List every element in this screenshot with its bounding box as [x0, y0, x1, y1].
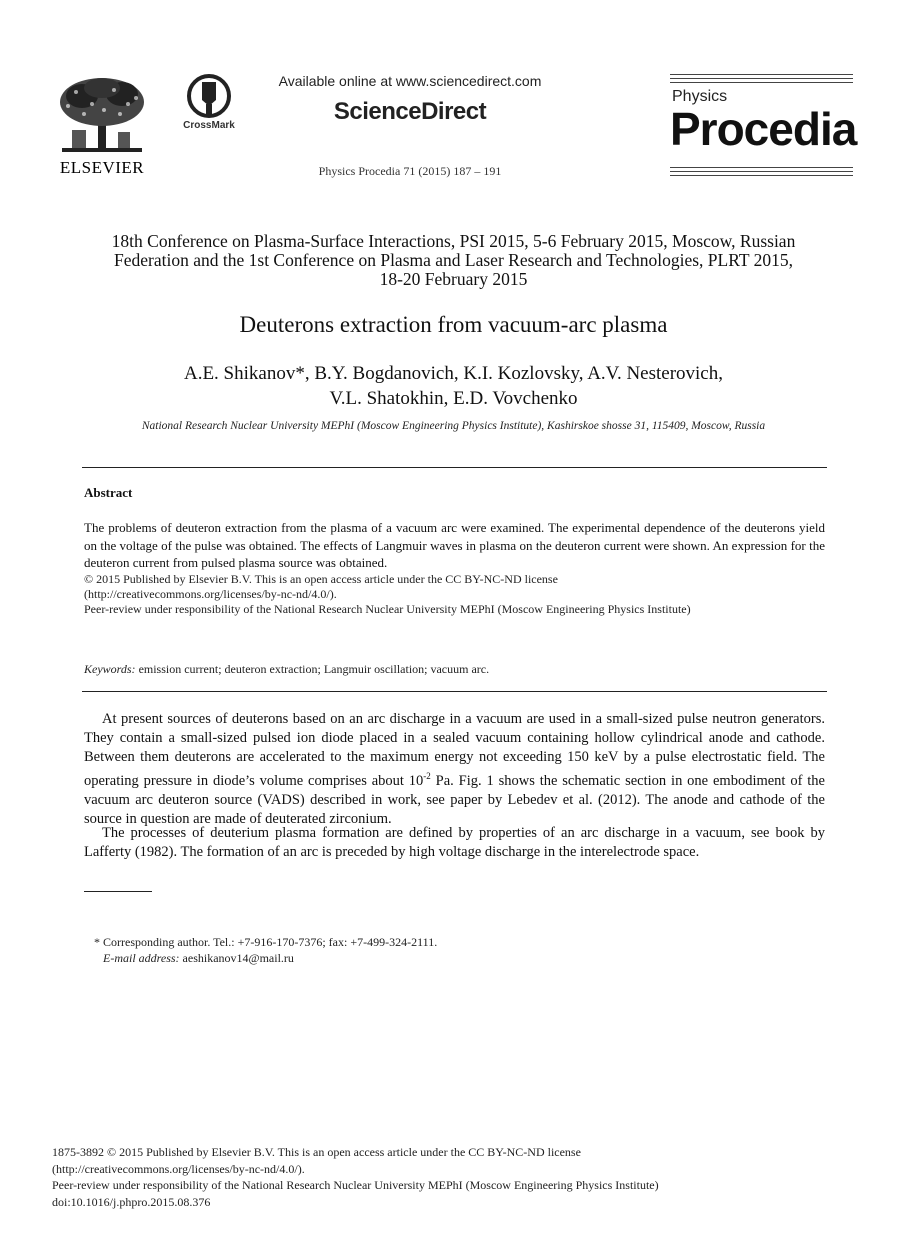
conference-info	[60, 232, 847, 289]
footer-doi[interactable]: doi:10.1016/j.phpro.2015.08.376	[52, 1194, 211, 1209]
abstract-text: The problems of deuteron extraction from the plasma of a vacuum arc were examined. The experimental dependence of the deuterons yield on the voltage of the pulse was obtained. The effects of Langmuir waves in plasma on the deuteron current were shown. An expression for the deuteron current from pulsed plasma source was obtained.	[84, 520, 825, 570]
email-line	[94, 950, 437, 966]
authors-line-2: V.L. Shatokhin, E.D. Vovchenko	[329, 388, 578, 409]
available-online[interactable]: Available online at www.sciencedirect.com	[278, 73, 542, 89]
sciencedirect-logo: ScienceDirect	[333, 98, 487, 125]
footer-license-link[interactable]: (http://creativecommons.org/licenses/by-nc-nd/4.0/).	[52, 1161, 305, 1176]
body-p1-text-a: At present sources of deuterons based on an arc discharge in a vacuum are used in a small-sized pulse neutron generators. They contain a small-sized pulsed ion diode placed in a sealed vacuum containing hollow cylindrical anode and cathode. Between them deuterons are accelerated to the maximum energy not exceeding 150 keV by a pulse electrostatic field. The operating pressure in diode’s volume comprises about 10	[84, 711, 825, 789]
elsevier-logo	[52, 74, 152, 180]
crossmark-icon	[178, 74, 240, 120]
crossmark-badge[interactable]	[178, 74, 240, 134]
crossmark-label: CrossMark	[183, 120, 235, 131]
authors	[100, 361, 807, 411]
abstract-copyright: © 2015 Published by Elsevier B.V. This is an open access article under the CC BY-NC-ND license	[84, 572, 558, 586]
body-paragraph-2: The processes of deuterium plasma formation are defined by properties of an arc discharge in a vacuum, see book by Lafferty (1982). The formation of an arc is preceded by high voltage discharge in the interelectrode space.	[84, 825, 825, 860]
body-p1-text-b: Pa. Fig. 1 shows the schematic section in one embodiment of the vacuum arc deuteron source (VADS) described in work, see paper by Lebedev et al. (2012). The anode and cathode of the source in question are made of deuterated zirconium.	[84, 772, 825, 827]
body-paragraph-1	[84, 710, 825, 829]
conference-line-3: 18-20 February 2015	[379, 269, 528, 289]
divider-top	[82, 467, 827, 468]
journal-name-small: Physics	[672, 88, 728, 105]
keywords	[84, 662, 489, 677]
corresponding-author: * Corresponding author. Tel.: +7-916-170-7376; fax: +7-499-324-2111.	[94, 935, 438, 949]
divider-bottom	[82, 691, 827, 692]
paper-title: Deuterons extraction from vacuum-arc plasma	[239, 312, 668, 337]
keywords-text: emission current; deuteron extraction; Langmuir oscillation; vacuum arc.	[135, 662, 490, 676]
publisher-name: ELSEVIER	[59, 158, 145, 177]
authors-line-1: A.E. Shikanov*, B.Y. Bogdanovich, K.I. Kozlovsky, A.V. Nesterovich,	[183, 363, 723, 384]
footnote-divider	[84, 891, 152, 892]
body-p1-exponent: -2	[423, 771, 431, 781]
abstract-license-link[interactable]: (http://creativecommons.org/licenses/by-nc-nd/4.0/).	[84, 587, 337, 601]
conference-line-2: Federation and the 1st Conference on Plasma and Laser Research and Technologies, PLRT 2015,	[114, 250, 793, 270]
keywords-label: Keywords:	[84, 662, 136, 676]
conference-line-1: 18th Conference on Plasma-Surface Interactions, PSI 2015, 5-6 February 2015, Moscow, Russian	[111, 231, 796, 251]
footer-peer-review: Peer-review under responsibility of the National Research Nuclear University MEPhI (Moscow Engineering Physics Institute)	[52, 1178, 659, 1192]
affiliation: National Research Nuclear University MEPhI (Moscow Engineering Physics Institute), Kashirskoe shosse 31, 115409, Moscow, Russia	[141, 420, 766, 432]
journal-logo	[670, 74, 857, 178]
email-address[interactable]: aeshikanov14@mail.ru	[179, 951, 294, 965]
tree-icon	[52, 74, 152, 156]
journal-reference: Physics Procedia 71 (2015) 187 – 191	[318, 164, 502, 178]
page-footer	[52, 1144, 659, 1210]
abstract-peer-review: Peer-review under responsibility of the National Research Nuclear University MEPhI (Moscow Engineering Physics Institute)	[84, 602, 691, 616]
abstract-heading: Abstract	[84, 485, 133, 500]
footnote	[94, 934, 437, 966]
email-label: E-mail address:	[103, 951, 180, 965]
journal-name-big: Procedia	[670, 103, 857, 155]
footer-line-1: 1875-3892 © 2015 Published by Elsevier B.V. This is an open access article under the CC BY-NC-ND license	[52, 1145, 581, 1159]
